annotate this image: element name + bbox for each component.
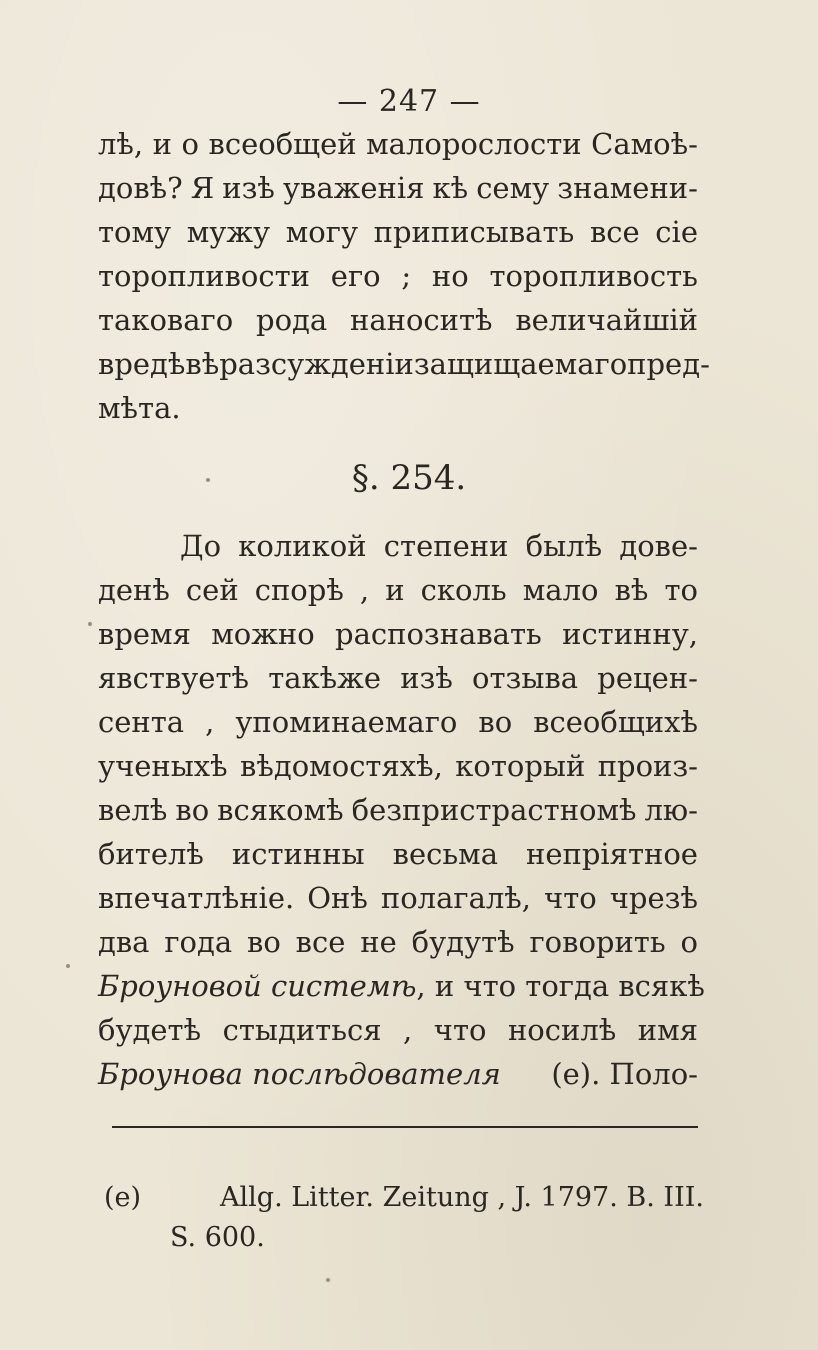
word: что [544, 881, 597, 915]
word: лѣ, [98, 127, 144, 161]
word: вредѣ [98, 347, 186, 381]
word: рода [256, 303, 328, 337]
word: торопливость [489, 259, 698, 293]
word: могу [285, 215, 359, 249]
word: всеобщихѣ [533, 705, 698, 739]
word: о [680, 925, 698, 959]
word: наноситѣ [350, 303, 493, 337]
text-line [98, 166, 698, 210]
word: знамени- [557, 171, 698, 205]
text-line: мѣта. [98, 391, 181, 425]
word: непріятное [526, 837, 698, 871]
word: будетѣ [98, 1013, 202, 1047]
paper-speck [88, 622, 92, 626]
word: и [152, 127, 172, 161]
text-line [98, 342, 710, 386]
word: сента [98, 705, 185, 739]
word: былѣ [525, 529, 603, 563]
word: Я [190, 171, 215, 205]
paragraph-2 [98, 524, 705, 1096]
text-line [98, 612, 698, 656]
word: дове- [619, 529, 698, 563]
word: который [455, 749, 586, 783]
word: впечатлѣніе. [98, 881, 295, 915]
word: сколь [420, 573, 507, 607]
word: таковаго [98, 303, 234, 337]
word: приписывать [373, 215, 575, 249]
word: во [478, 705, 513, 739]
word: величайшій [515, 303, 698, 337]
word: о [181, 127, 199, 161]
word: можно [211, 617, 315, 651]
text-line: Броунова послѣдователя (е). Поло- [98, 1052, 698, 1096]
word: кѣ [432, 171, 469, 205]
paragraph-1 [98, 122, 710, 430]
word: весьма [392, 837, 498, 871]
word: что [433, 1013, 487, 1047]
word: всякомѣ [217, 793, 344, 827]
word: рецен- [597, 661, 698, 695]
word: мало [522, 573, 599, 607]
word: велѣ [98, 793, 168, 827]
word: , [205, 705, 215, 739]
text-line [98, 876, 698, 920]
word: года [164, 925, 233, 959]
word: разсужденіи [219, 347, 414, 381]
text-line [98, 210, 698, 254]
text-line [98, 832, 698, 876]
word: и [385, 573, 405, 607]
word: отзыва [472, 661, 579, 695]
word: мужу [186, 215, 271, 249]
word: все [589, 215, 640, 249]
word: До [180, 529, 222, 563]
word: защищаемаго [413, 347, 628, 381]
word: спорѣ [254, 573, 344, 607]
word: во [175, 793, 210, 827]
word: носилѣ [507, 1013, 617, 1047]
text-line [98, 788, 698, 832]
footnote-line: (е) Allg. Litter. Zeitung , J. 1797. B. III. [104, 1178, 704, 1218]
word: упоминаемаго [235, 705, 458, 739]
paper-speck [66, 964, 70, 968]
word: будутѣ [411, 925, 515, 959]
word: сіе [655, 215, 698, 249]
word: ученыхѣ [98, 749, 228, 783]
word: не [360, 925, 397, 959]
word: бителѣ [98, 837, 204, 871]
word: уваженія [282, 171, 425, 205]
word: время [98, 617, 191, 651]
page-number: — 247 — [337, 84, 481, 119]
word: два [98, 925, 150, 959]
paper-speck [206, 478, 210, 482]
footnote-marker: (е) [104, 1182, 142, 1213]
word: , [403, 1013, 413, 1047]
text-line [98, 568, 698, 612]
word: его [330, 259, 381, 293]
word: говорить [529, 925, 666, 959]
word: тому [98, 215, 172, 249]
word: малорослости [366, 127, 582, 161]
word: Самоѣ- [591, 127, 698, 161]
word: степени [383, 529, 509, 563]
word: распознавать [335, 617, 542, 651]
word: вѣ [614, 573, 649, 607]
word: чрезѣ [609, 881, 698, 915]
word: все [295, 925, 346, 959]
word: то [664, 573, 698, 607]
word: во [247, 925, 281, 959]
word: истинны [231, 837, 365, 871]
word: денѣ [98, 573, 170, 607]
text-line [98, 254, 698, 298]
section-heading: §. 254. [351, 458, 467, 498]
word: но [431, 259, 469, 293]
word: лю- [644, 793, 698, 827]
footnote [104, 1178, 704, 1258]
word: всеобщей [208, 127, 357, 161]
text-line [98, 700, 698, 744]
word: имя [637, 1013, 698, 1047]
italic-phrase: Броуновой системѣ [98, 969, 417, 1003]
word: торопливости [98, 259, 311, 293]
text-line [98, 524, 698, 568]
paper-speck [326, 1278, 330, 1282]
word: изѣ [222, 171, 275, 205]
word: коликой [238, 529, 367, 563]
word: довѣ? [98, 171, 183, 205]
text-line: Броуновой системѣ , и что тогда всякѣ [98, 964, 698, 1008]
footnote-line: S. 600. [170, 1222, 265, 1253]
word: такѣже [268, 661, 381, 695]
word: истинну, [562, 617, 698, 651]
footnote-divider [112, 1126, 698, 1128]
word: ; [401, 259, 412, 293]
word: , [359, 573, 370, 607]
text-line [98, 122, 698, 166]
word: стыдиться [222, 1013, 382, 1047]
word: вѣдомостяхѣ, [240, 749, 443, 783]
word: изѣ [400, 661, 453, 695]
word: произ- [597, 749, 698, 783]
word: Онѣ [307, 881, 368, 915]
word: пред- [627, 347, 710, 381]
word: явствуетѣ [98, 661, 249, 695]
word: полагалѣ, [380, 881, 531, 915]
word: безпристрастномѣ [351, 793, 637, 827]
text-line [98, 656, 698, 700]
word: вѣ [185, 347, 220, 381]
word: сей [185, 573, 239, 607]
italic-phrase: Броунова послѣдователя [98, 1057, 501, 1091]
text-line [98, 744, 698, 788]
word: сему [476, 171, 550, 205]
text-line [98, 920, 698, 964]
text-line [98, 298, 698, 342]
text-line [98, 1008, 698, 1052]
